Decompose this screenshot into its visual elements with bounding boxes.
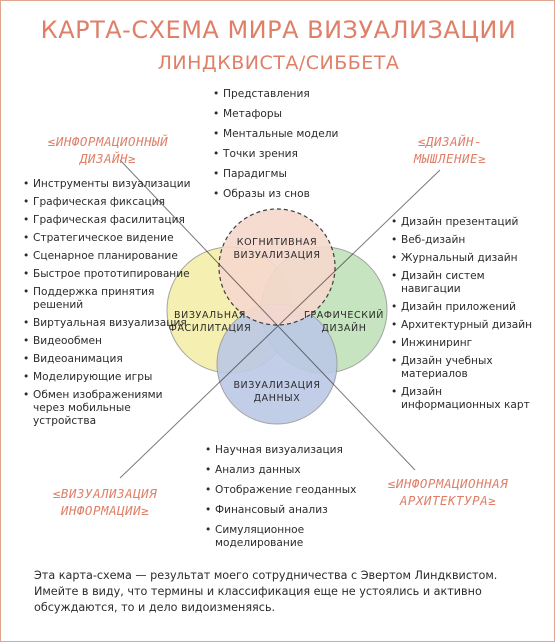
quadrant-tl-text: ≤ИНФОРМАЦИОННЫЙ ДИЗАЙН≥ [47,134,169,166]
circle-bottom-label-2: ДАННЫХ [253,393,301,404]
list-item: • Дизайн информационных карт [391,386,541,412]
list-visual-facilitation [23,178,193,433]
list-item: • Графическая фасилитация [23,214,193,227]
circle-left-label-2: ФАСИЛИТАЦИЯ [168,323,252,334]
circle-left-label-1: ВИЗУАЛЬНАЯ [174,310,246,321]
list-item: • Метафоры [213,108,338,121]
quadrant-label-information-visualization [30,485,180,519]
list-item: • Веб-дизайн [391,234,541,247]
list-item: • Парадигмы [213,168,338,181]
list-item: • Поддержка принятия решений [23,286,193,312]
circle-bottom-label-1: ВИЗУАЛИЗАЦИЯ [233,380,321,391]
list-item: • Видеообмен [23,335,193,348]
list-item: • Видеоанимация [23,353,193,366]
footnote: Эта карта-схема — результат моего сотрудничества с Эвертом Линдквистом. Имейте в виду, что термины и классификация еще не устоялись и активно обсуждаются, то и дело видоизменяясь. [34,569,498,614]
list-item: • Моделирующие игры [23,371,193,384]
list-item: • Инжиниринг [391,337,541,350]
list-item: • Инструменты визуализации [23,178,193,191]
list-item: • Дизайн приложений [391,301,541,314]
list-item: • Графическая фиксация [23,196,193,209]
list-item: • Архитектурный дизайн [391,319,541,332]
list-graphic-design [391,216,541,417]
quadrant-label-information-design [28,133,188,167]
page-title: КАРТА-СХЕМА МИРА ВИЗУАЛИЗАЦИИ [40,16,517,44]
circle-cognitive-visualization [219,209,335,325]
list-item: • Образы из снов [213,188,338,201]
quadrant-br-text: ≤ИНФОРМАЦИОННАЯ АРХИТЕКТУРА≥ [387,476,509,508]
list-item: • Точки зрения [213,148,338,161]
circle-right-label-2: ДИЗАЙН [321,323,367,334]
list-item: • Симуляционное моделирование [205,524,375,550]
list-item: • Виртуальная визуализация [23,317,193,330]
quadrant-label-design-thinking [380,133,520,167]
circle-right-label-1: ГРАФИЧЕСКИЙ [303,310,385,321]
page-subtitle: ЛИНДКВИСТА/СИББЕТА [157,52,400,74]
list-item: • Анализ данных [205,464,375,477]
list-item: • Представления [213,88,338,101]
list-item: • Сценарное планирование [23,250,193,263]
list-item: • Научная визуализация [205,444,375,457]
list-item: • Отображение геоданных [205,484,375,497]
list-item: • Финансовый анализ [205,504,375,517]
list-item: • Дизайн учебных материалов [391,355,541,381]
list-item: • Обмен изображениями через мобильные устройства [23,389,193,428]
list-item: • Ментальные модели [213,128,338,141]
list-data-visualization [205,444,375,557]
list-item: • Дизайн презентаций [391,216,541,229]
quadrant-label-information-architecture [358,475,538,509]
list-item: • Журнальный дизайн [391,252,541,265]
quadrant-bl-text: ≤ВИЗУАЛИЗАЦИЯ ИНФОРМАЦИИ≥ [52,486,158,518]
list-cognitive-visualization [213,88,338,208]
list-item: • Стратегическое видение [23,232,193,245]
list-item: • Быстрое прототипирование [23,268,193,281]
circle-top-label-1: КОГНИТИВНАЯ [236,237,318,248]
circle-top-label-2: ВИЗУАЛИЗАЦИЯ [233,250,321,261]
list-item: • Дизайн систем навигации [391,270,541,296]
quadrant-tr-text: ≤ДИЗАЙН-МЫШЛЕНИЕ≥ [413,134,487,166]
